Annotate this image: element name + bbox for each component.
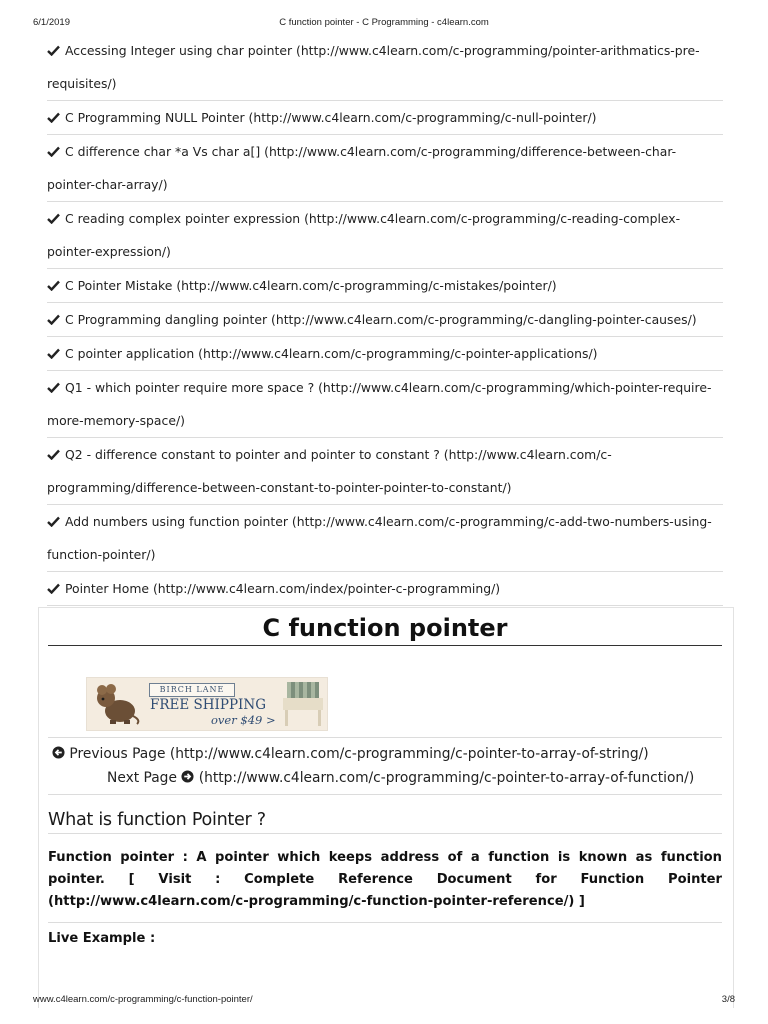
print-footer <box>33 994 735 1008</box>
related-link[interactable]: C Pointer Mistake (http://www.c4learn.com/c-programming/c-mistakes/pointer/) <box>65 278 557 293</box>
definition-paragraph: Function pointer : A pointer which keeps address of a function is known as function pointer. [ Visit : Complete Reference Document for Function Pointer (http://www.c4learn.com/c-programming/c-function-pointer-reference/) ] <box>48 850 722 909</box>
check-icon <box>47 213 60 224</box>
related-links-list <box>47 34 723 606</box>
related-link[interactable]: Q2 - difference constant to pointer and pointer to constant ? (http://www.c4learn.com/c-programming/difference-between-constant-to-pointer-pointer-to-constant/) <box>47 447 612 495</box>
previous-page-label[interactable]: Previous Page (http://www.c4learn.com/c-programming/c-pointer-to-array-of-string/) <box>69 746 649 762</box>
check-icon <box>47 112 60 123</box>
check-icon <box>47 583 60 594</box>
print-header <box>33 17 735 31</box>
related-link[interactable]: Add numbers using function pointer (http://www.c4learn.com/c-programming/c-add-two-numbers-using-function-pointer/) <box>47 514 712 562</box>
related-link[interactable]: Accessing Integer using char pointer (http://www.c4learn.com/c-programming/pointer-arithmatics-pre-requisites/) <box>47 43 700 91</box>
check-icon <box>47 348 60 359</box>
list-item[interactable] <box>47 371 723 438</box>
ad-headline: FREE SHIPPING <box>150 697 266 713</box>
list-item[interactable] <box>47 34 723 101</box>
live-example-label: Live Example : <box>48 931 156 946</box>
list-item[interactable] <box>47 572 723 606</box>
related-link[interactable]: C Programming dangling pointer (http://www.c4learn.com/c-programming/c-dangling-pointer-causes/) <box>65 312 697 327</box>
list-item[interactable] <box>47 337 723 371</box>
next-page-link[interactable] <box>107 768 694 788</box>
check-icon <box>47 382 60 393</box>
check-icon <box>47 449 60 460</box>
list-item[interactable] <box>47 202 723 269</box>
brand-badge: BIRCH LANE <box>149 683 235 697</box>
check-icon <box>47 314 60 325</box>
divider <box>48 833 722 834</box>
next-page-label[interactable]: Next Page <box>107 770 177 786</box>
title-divider <box>48 645 722 646</box>
previous-page-link[interactable] <box>52 744 649 764</box>
print-url: www.c4learn.com/c-programming/c-function-pointer/ <box>33 994 253 1005</box>
divider <box>48 737 722 738</box>
arrow-circle-right-icon <box>181 770 194 783</box>
print-date: 6/1/2019 <box>33 17 70 28</box>
list-item[interactable] <box>47 135 723 202</box>
list-item[interactable] <box>47 505 723 572</box>
list-item[interactable] <box>47 438 723 505</box>
related-link[interactable]: C reading complex pointer expression (http://www.c4learn.com/c-programming/c-reading-complex-pointer-expression/) <box>47 211 681 259</box>
page-title: C function pointer <box>262 614 508 642</box>
divider <box>48 794 722 795</box>
check-icon <box>47 146 60 157</box>
list-item[interactable] <box>47 269 723 303</box>
advertisement-banner[interactable] <box>86 677 328 731</box>
divider <box>48 922 722 923</box>
related-link[interactable]: Pointer Home (http://www.c4learn.com/index/pointer-c-programming/) <box>65 581 501 596</box>
next-page-url[interactable]: (http://www.c4learn.com/c-programming/c-pointer-to-array-of-function/) <box>198 770 695 786</box>
page-number: 3/8 <box>721 994 735 1005</box>
check-icon <box>47 280 60 291</box>
related-link[interactable]: C Programming NULL Pointer (http://www.c4learn.com/c-programming/c-null-pointer/) <box>65 110 597 125</box>
arrow-circle-left-icon <box>52 746 65 759</box>
check-icon <box>47 516 60 527</box>
print-title: C function pointer - C Programming - c4learn.com <box>279 17 489 28</box>
mouse-figurine-icon <box>93 682 143 726</box>
armchair-icon <box>281 680 325 728</box>
check-icon <box>47 45 60 56</box>
related-link[interactable]: Q1 - which pointer require more space ? (http://www.c4learn.com/c-programming/which-pointer-require-more-memory-space/) <box>47 380 712 428</box>
list-item[interactable] <box>47 303 723 337</box>
related-link[interactable]: C pointer application (http://www.c4learn.com/c-programming/c-pointer-applications/) <box>65 346 598 361</box>
section-heading: What is function Pointer ? <box>48 810 266 830</box>
ad-subline: over $49 > <box>211 713 276 727</box>
list-item[interactable] <box>47 101 723 135</box>
related-link[interactable]: C difference char *a Vs char a[] (http://www.c4learn.com/c-programming/difference-between-char-pointer-char-array/) <box>47 144 677 192</box>
